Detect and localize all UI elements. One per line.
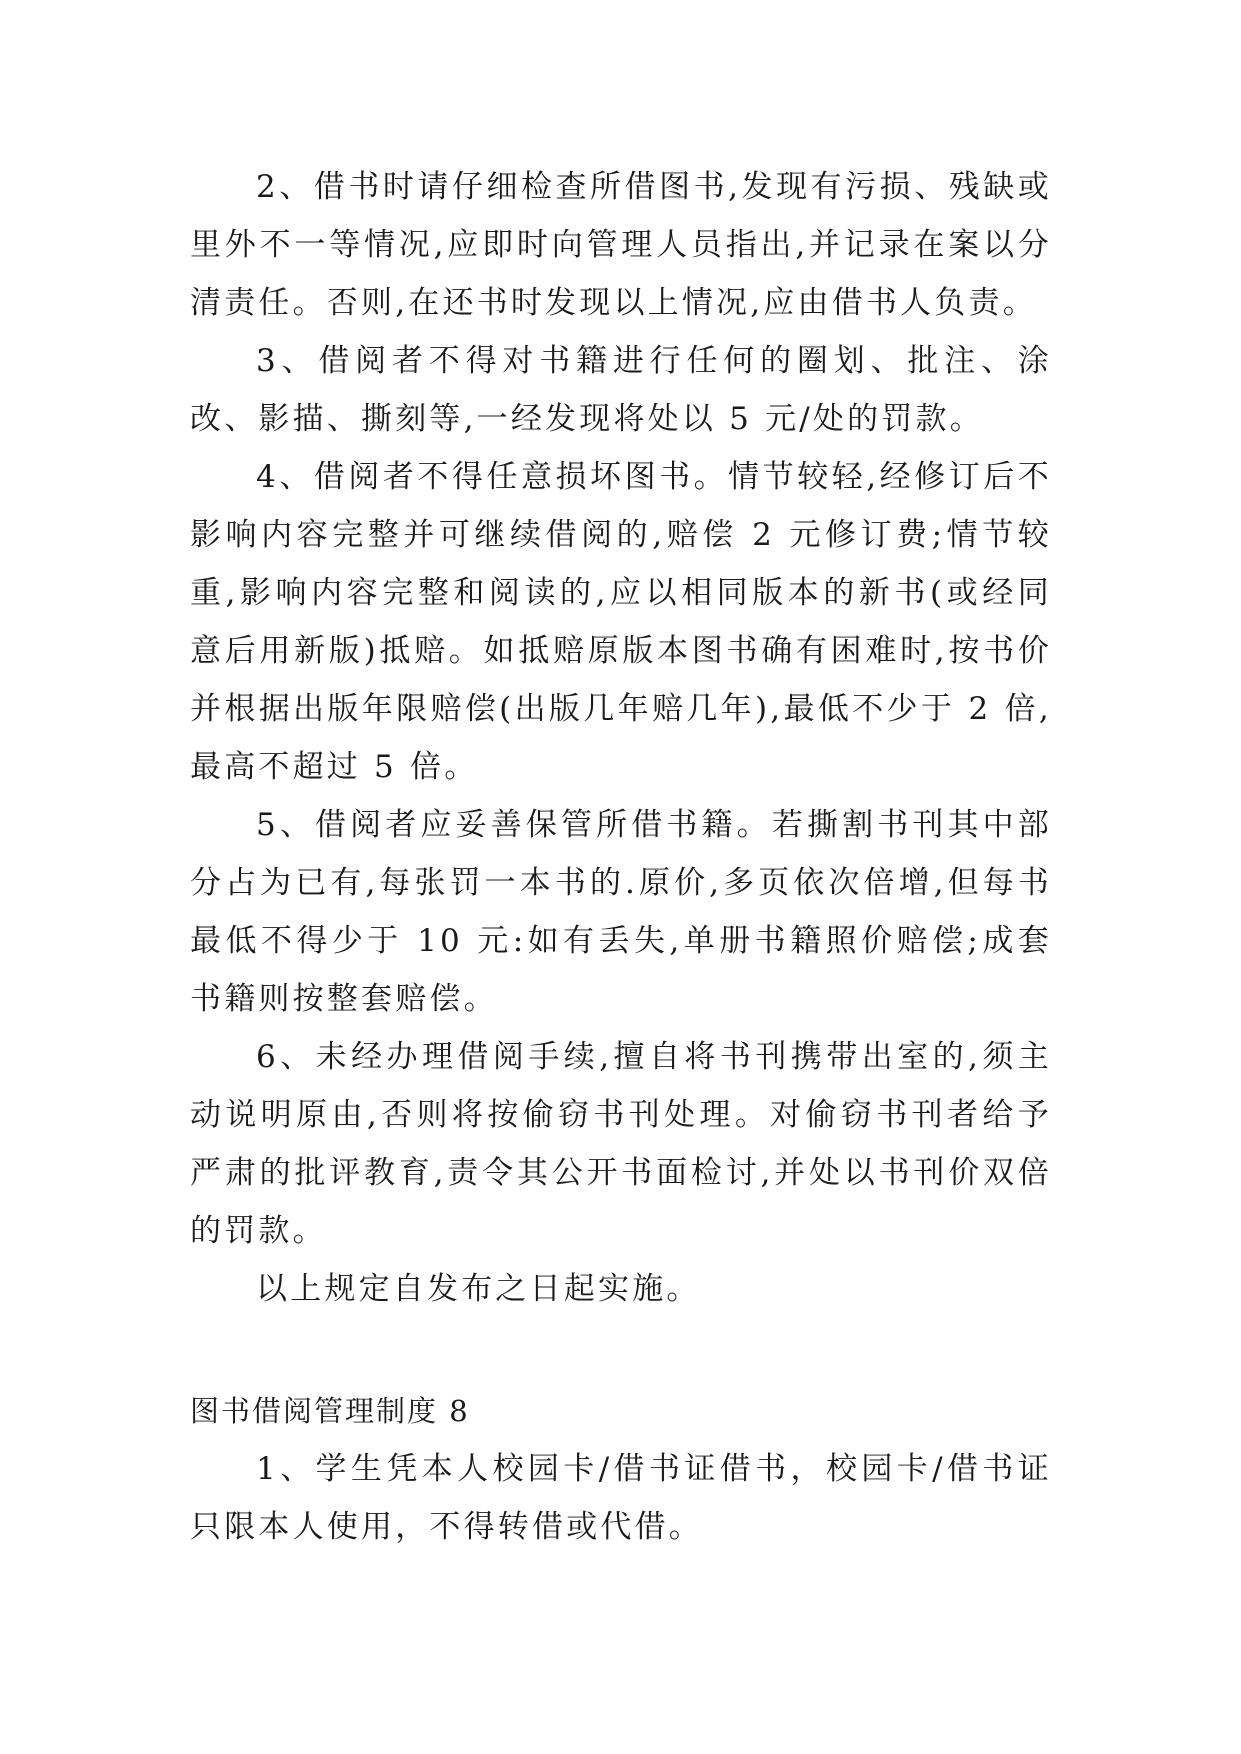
rule-paragraph-4: 4、借阅者不得任意损坏图书。情节较轻,经修订后不影响内容完整并可继续借阅的,赔偿 2 元修订费;情节较重,影响内容完整和阅读的,应以相同版本的新书(或经同意后用新版)抵赔。如抵赔原版本图书确有困难时,按书价并根据出版年限赔偿(出版几年赔几年),最低不少于 2 倍,最高不超过 5 倍。 (190, 459, 1052, 785)
rule-paragraph-3: 3、借阅者不得对书籍进行任何的圈划、批注、涂改、影描、撕刻等,一经发现将处以 5 元/处的罚款。 (190, 343, 1052, 437)
document-body (190, 158, 1052, 1556)
section-title: 图书借阅管理制度 8 (190, 1394, 470, 1428)
effective-date-statement: 以上规定自发布之日起实施。 (256, 1271, 701, 1307)
rule-paragraph-1: 1、学生凭本人校园卡/借书证借书，校园卡/借书证只限本人使用，不得转借或代借。 (190, 1451, 1052, 1545)
rule-paragraph-2: 2、借书时请仔细检查所借图书,发现有污损、残缺或里外不一等情况,应即时向管理人员指出,并记录在案以分清责任。否则,在还书时发现以上情况,应由借书人负责。 (190, 169, 1052, 321)
rule-paragraph-5: 5、借阅者应妥善保管所借书籍。若撕割书刊其中部分占为已有,每张罚一本书的.原价,多页依次倍增,但每书最低不得少于 10 元:如有丢失,单册书籍照价赔偿;成套书籍则按整套赔偿。 (190, 807, 1052, 1017)
rule-paragraph-6: 6、未经办理借阅手续,擅自将书刊携带出室的,须主动说明原由,否则将按偷窃书刊处理。对偷窃书刊者给予严肃的批评教育,责令其公开书面检讨,并处以书刊价双倍的罚款。 (190, 1039, 1052, 1249)
